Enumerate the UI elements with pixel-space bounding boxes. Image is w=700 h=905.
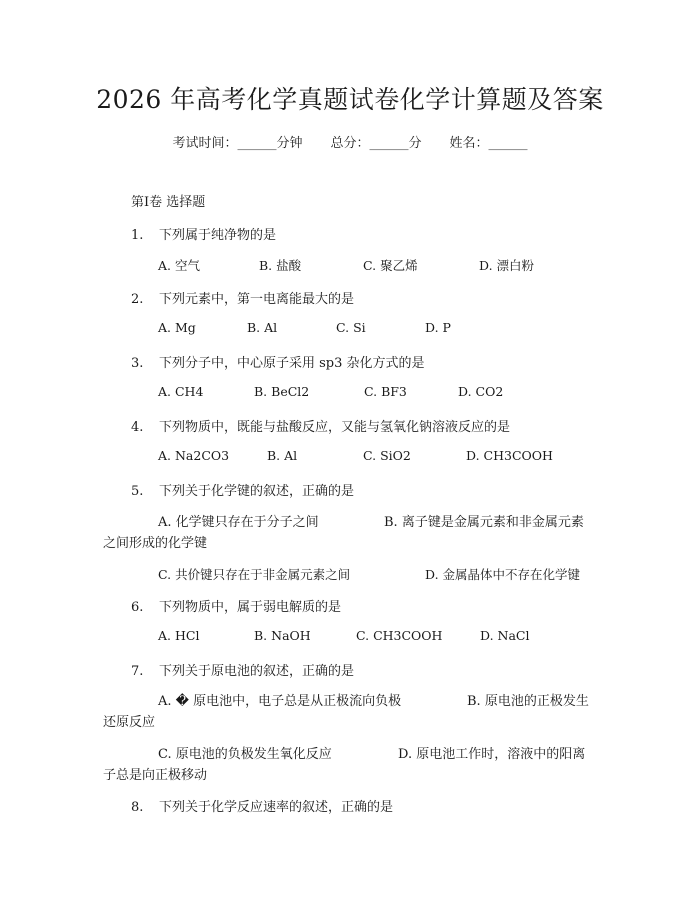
option-a: A. 化学键只存在于分子之间 <box>158 515 319 530</box>
question <box>131 796 393 815</box>
option-b: B. NaOH <box>254 628 311 643</box>
question-text: 下列物质中，既能与盐酸反应，又能与氢氧化钠溶液反应的是 <box>159 420 511 435</box>
option-c: C. Si <box>336 320 366 335</box>
option-d: D. 漂白粉 <box>479 258 535 273</box>
option-a: A. HCl <box>158 628 200 643</box>
question-number: 8. <box>131 800 144 815</box>
question-number: 6. <box>131 600 144 615</box>
option-d: D. 原电池工作时，溶液中的阳离 <box>398 747 586 762</box>
question <box>131 288 354 307</box>
question-number: 5. <box>131 484 144 499</box>
option-a: A. Na2CO3 <box>158 448 230 463</box>
option-a: A. Mg <box>158 320 196 335</box>
exam-time-label: 考试时间：______分钟 <box>172 136 303 151</box>
name-label: 姓名：______ <box>449 136 528 151</box>
question-text: 下列物质中，属于弱电解质的是 <box>159 600 342 615</box>
option-d: D. P <box>425 320 451 335</box>
question <box>131 352 425 371</box>
option-block <box>103 691 603 733</box>
question <box>131 596 341 615</box>
option-c: C. BF3 <box>364 384 407 399</box>
total-score-label: 总分：______分 <box>330 136 422 151</box>
option-c: C. SiO2 <box>363 448 411 463</box>
question <box>131 480 354 499</box>
question-text: 下列关于原电池的叙述，正确的是 <box>159 664 355 679</box>
option-b-continued: 还原反应 <box>103 715 156 730</box>
option-d-continued: 子总是向正极移动 <box>103 768 208 783</box>
question <box>131 416 510 435</box>
question-text: 下列关于化学键的叙述，正确的是 <box>159 484 355 499</box>
option-c: C. 原电池的负极发生氧化反应 <box>158 747 332 762</box>
option-d: D. CH3COOH <box>466 448 553 463</box>
question-number: 7. <box>131 664 144 679</box>
section-heading: 第Ⅰ卷 选择题 <box>131 195 206 210</box>
option-c: C. 共价键只存在于非金属元素之间 <box>158 567 351 582</box>
option-b: B. Al <box>267 448 298 463</box>
question-text: 下列属于纯净物的是 <box>159 228 277 243</box>
option-b: B. BeCl2 <box>254 384 310 399</box>
question-number: 4. <box>131 420 144 435</box>
option-block <box>103 512 603 554</box>
option-a: A. 空气 <box>158 258 200 273</box>
option-block <box>103 744 603 786</box>
option-b-continued: 之间形成的化学键 <box>103 536 208 551</box>
option-b: B. 原电池的正极发生 <box>467 694 589 709</box>
question <box>131 660 354 679</box>
page-title: 2026 年高考化学真题试卷化学计算题及答案 <box>96 85 604 114</box>
question-number: 3. <box>131 356 144 371</box>
option-a: A. CH4 <box>158 384 204 399</box>
option-b: B. 离子键是金属元素和非金属元素 <box>384 515 584 530</box>
option-c: C. 聚乙烯 <box>363 258 418 273</box>
option-b: B. 盐酸 <box>259 258 302 273</box>
question-text: 下列关于化学反应速率的叙述，正确的是 <box>159 800 394 815</box>
option-a: A. � 原电池中，电子总是从正极流向负极 <box>158 694 402 709</box>
option-d: D. CO2 <box>458 384 504 399</box>
question-number: 2. <box>131 292 144 307</box>
exam-meta <box>0 132 700 151</box>
question <box>131 224 276 243</box>
option-b: B. Al <box>247 320 278 335</box>
option-d: D. 金属晶体中不存在化学键 <box>425 567 581 582</box>
option-d: D. NaCl <box>480 628 530 643</box>
question-text: 下列元素中，第一电离能最大的是 <box>159 292 355 307</box>
option-c: C. CH3COOH <box>356 628 443 643</box>
question-text: 下列分子中，中心原子采用 sp3 杂化方式的是 <box>159 356 425 371</box>
question-number: 1. <box>131 228 144 243</box>
